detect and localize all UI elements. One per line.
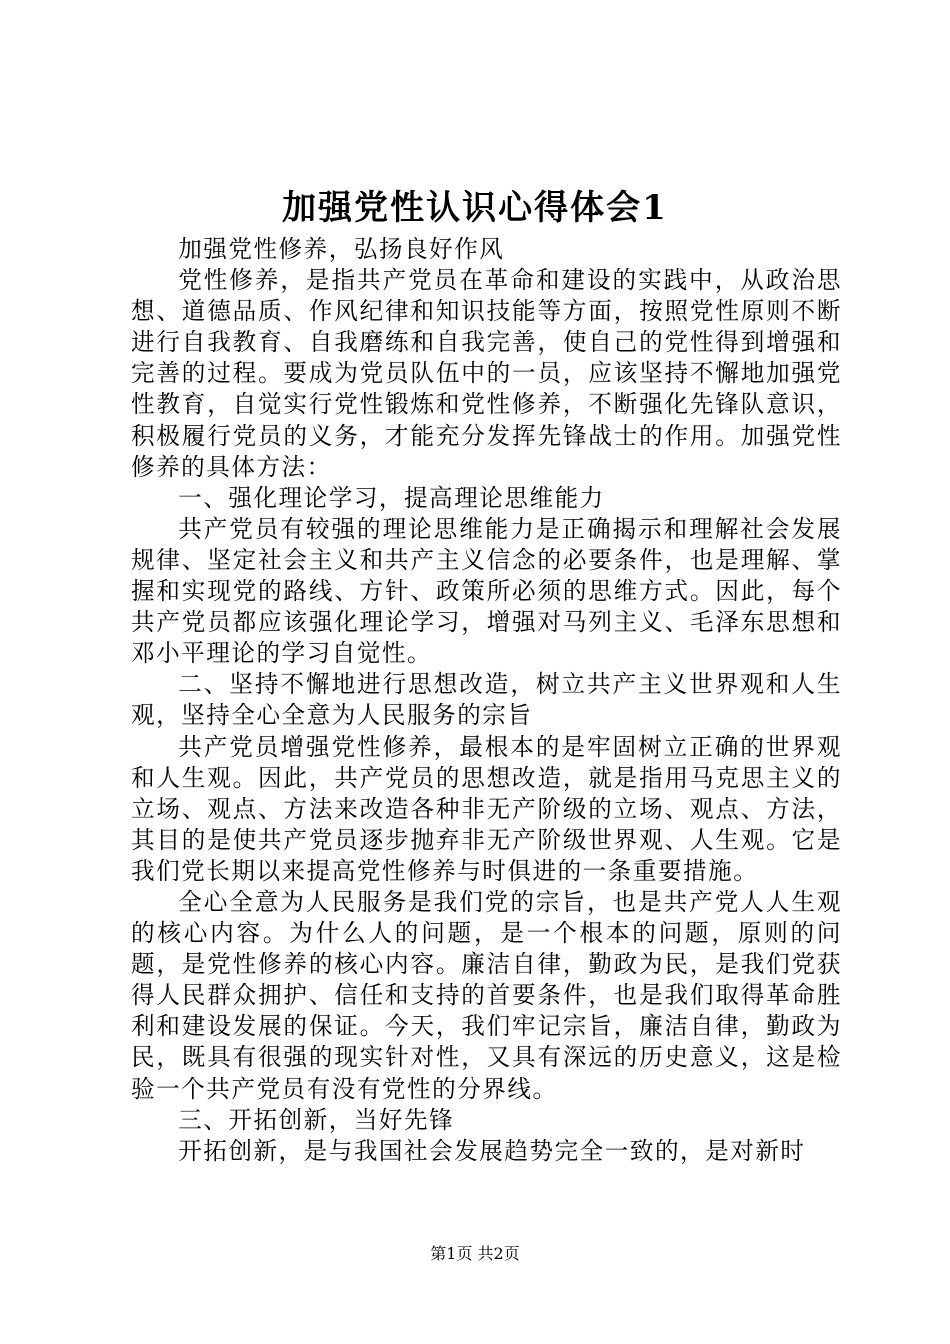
paragraph: 共产党员增强党性修养，最根本的是牢固树立正确的世界观和人生观。因此，共产党员的思想改造，就是指用马克思主义的立场、观点、方法来改造各种非无产阶级的立场、观点、方法，其目的是使共产党员逐步抛弃非无产阶级世界观、人生观。它是我们党长期以来提高党性修养与时俱进的一条重要措施。 [131, 732, 842, 885]
paragraph: 开拓创新，是与我国社会发展趋势完全一致的，是对新时 [178, 1136, 806, 1165]
paragraph: 党性修养，是指共产党员在革命和建设的实践中，从政治思想、道德品质、作风纪律和知识技能等方面，按照党性原则不断进行自我教育、自我磨练和自我完善，使自己的党性得到增强和完善的过程。要成为党员队伍中的一员，应该坚持不懈地加强党性教育，自觉实行党性锻炼和党性修养，不断强化先锋队意识，积极履行党员的义务，才能充分发挥先锋战士的作用。加强党性修养的具体方法： [131, 266, 842, 481]
section-heading: 二、坚持不懈地进行思想改造，树立共产主义世界观和人生观，坚持全心全意为人民服务的宗旨 [131, 670, 842, 730]
section-heading: 一、强化理论学习，提高理论思维能力 [178, 483, 605, 512]
paragraph: 全心全意为人民服务是我们党的宗旨，也是共产党人人生观的核心内容。为什么人的问题，是一个根本的问题，原则的问题，是党性修养的核心内容。廉洁自律，勤政为民，是我们党获得人民群众拥护、信任和支持的首要条件，也是我们取得革命胜利和建设发展的保证。今天，我们牢记宗旨，廉洁自律，勤政为民，既具有很强的现实针对性，又具有深远的历史意义，这是检验一个共产党员有没有党性的分界线。 [131, 887, 842, 1103]
document-title: 加强党性认识心得体会1 [282, 188, 668, 228]
paragraph: 共产党员有较强的理论思维能力是正确揭示和理解社会发展规律、坚定社会主义和共产主义信念的必要条件，也是理解、掌握和实现党的路线、方针、政策所必须的思维方式。因此，每个共产党员都应该强化理论学习，增强对马列主义、毛泽东思想和邓小平理论的学习自觉性。 [131, 514, 842, 668]
section-heading: 三、开拓创新，当好先锋 [178, 1105, 455, 1134]
page-footer: 第1页 共2页 [430, 1244, 520, 1263]
paragraph: 加强党性修养，弘扬良好作风 [178, 235, 505, 263]
document-body [131, 234, 842, 1167]
